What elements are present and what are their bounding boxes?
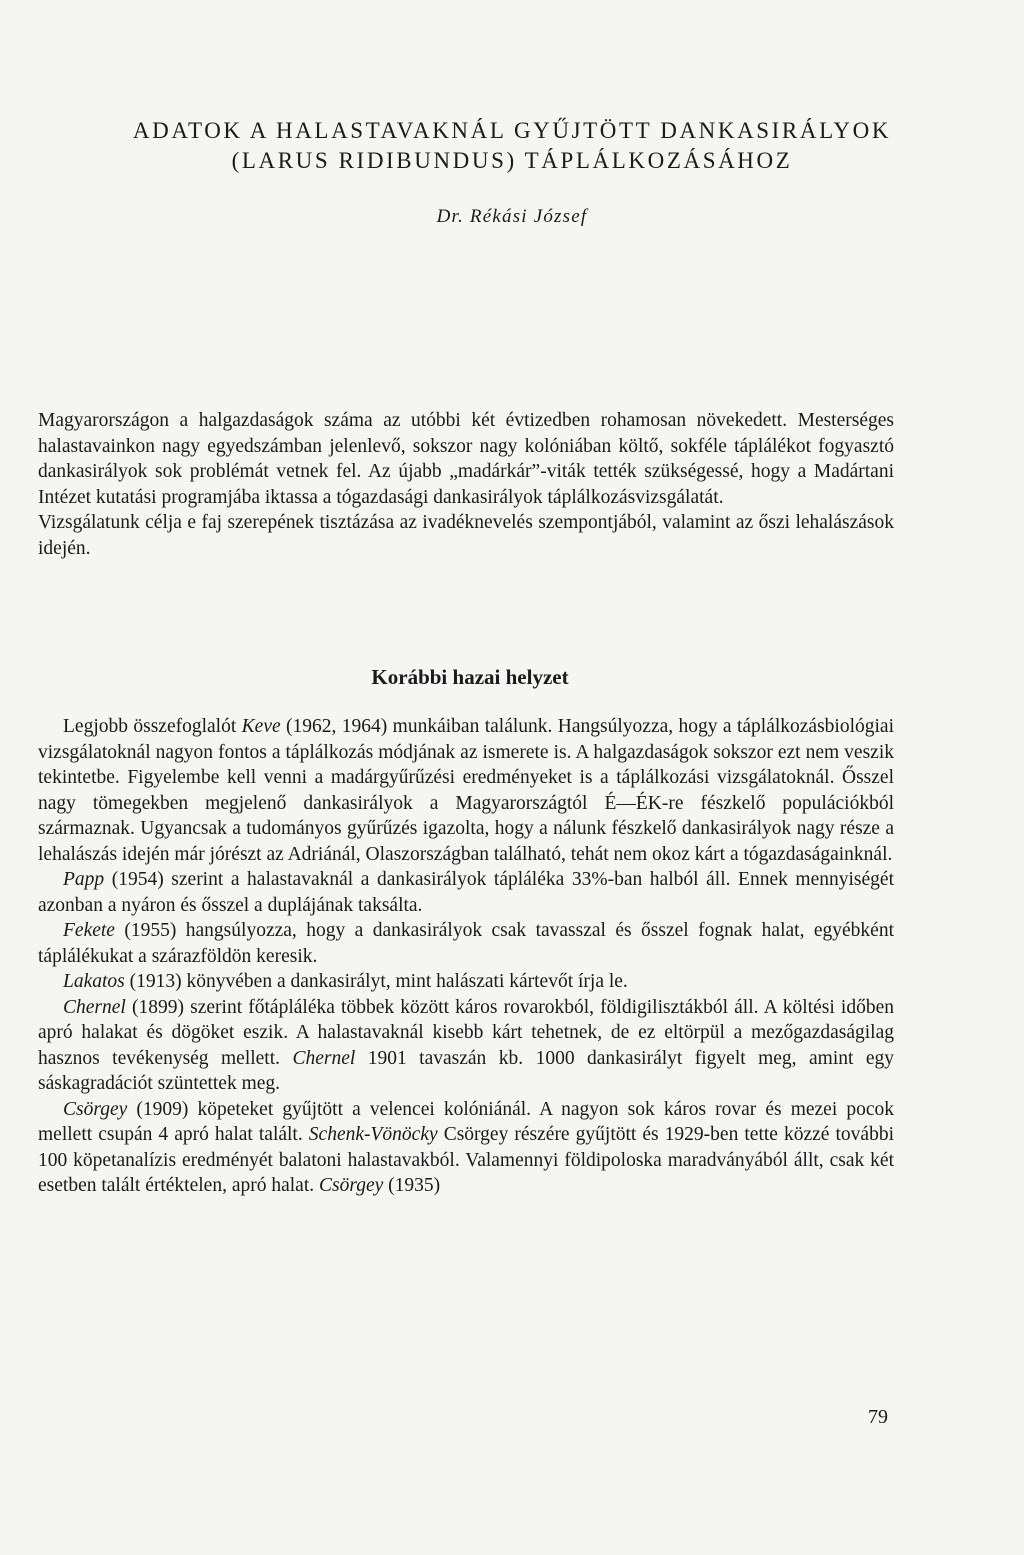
text-run: Csörgey részére gyűjtött és 1929-ben tette közzé további 100 köpetanalízis eredményét balatoni halastavakból. Valamennyi földipoloska maradványából állt, csak két esetben talált értéktelen, apró halat. xyxy=(38,1124,895,1196)
text-run: (1962, 1964) munkáiban találunk. Hangsúlyozza, hogy a táplálkozásbiológiai vizsgálatoknál nagyon fontos a táplálkozás módjának az ismerete is. A halgazdaságok sokszor ezt nem veszik tekintetbe. Figyelembe kell venni a madárgyűrűzési eredményeket is a táplálkozási vizsgálatoknál. Ősszel nagy tömegekben megjelenő dankasirályok a Magyarországtól É—ÉK-re fészkelő populációkból származnak. Ugyancsak a tudományos gyűrűzés igazolta, hogy a nálunk fészkelő dankasirályok nagy része a lehalászás idején már jórészt az Adriánál, Olaszországban található, tehát nem okoz kárt a tógazdaságainknál. xyxy=(38,716,894,865)
section-heading: Korábbi hazai helyzet xyxy=(371,665,569,689)
author-name-csorgey-2: Csörgey xyxy=(319,1175,384,1196)
intro-paragraph-1: Magyarországon a halgazdaságok száma az utóbbi két évtizedben rohamosan növekedett. Mesterséges halastavainkon nagy egyedszámban jelenlevő, sokszor nagy kolóniában költő, sokféle táplálékot fogyasztó dankasirályok sok problémát vetnek fel. Az újabb „madárkár”-viták tették szükségessé, hogy a Madártani Intézet kutatási programjába iktassa a tógazdasági dankasirályok táplálkozásvizsgálatát. xyxy=(38,410,894,508)
intro-section xyxy=(38,408,894,561)
text-run: Legjobb összefoglalót xyxy=(63,716,242,737)
paragraph-lakatos xyxy=(38,969,894,995)
paragraph-csorgey xyxy=(38,1097,894,1199)
author-name-keve: Keve xyxy=(241,716,281,737)
paragraph-keve xyxy=(38,714,894,867)
author-name-papp: Papp xyxy=(63,869,105,890)
text-run: (1913) könyvében a dankasirályt, mint halászati kártevőt írja le. xyxy=(124,971,628,992)
text-run: (1955) hangsúlyozza, hogy a dankasirályok csak tavasszal és ősszel fognak halat, egyébként táplálékukat a szárazföldön keresik. xyxy=(38,920,894,967)
author-name-schenk: Schenk-Vönöcky xyxy=(308,1124,438,1145)
author-name-lakatos: Lakatos xyxy=(63,971,125,992)
title-line-2: (LARUS RIDIBUNDUS) TÁPLÁLKOZÁSÁHOZ xyxy=(231,148,793,173)
paragraph-chernel xyxy=(38,995,894,1097)
text-run: (1899) szerint főtápláléka többek között káros rovarokból, földigilisztákból áll. A költési időben apró halakat és dögöket eszik. A halastavaknál kisebb kárt tehetnek, de ez eltörpül a mezőgazdaságilag hasznos tevékenység mellett. xyxy=(38,996,894,1069)
page-number: 79 xyxy=(868,1406,888,1428)
text-run: (1909) köpeteket gyűjtött a velencei kolóniánál. A nagyon sok káros rovar és mezei pocok mellett csupán 4 apró halat talált. xyxy=(38,1098,894,1145)
author: Dr. Rékási József xyxy=(436,206,588,227)
author-name-chernel-2: Chernel xyxy=(292,1047,356,1069)
author-name-csorgey: Csörgey xyxy=(63,1098,128,1120)
body-text xyxy=(38,714,894,1199)
author-name-chernel: Chernel xyxy=(63,996,126,1018)
intro-paragraph-2: Vizsgálatunk célja e faj szerepének tisztázása az ivadéknevelés szempontjából, valamint az őszi lehalászások idején. xyxy=(38,512,894,559)
text-run: (1954) szerint a halastavaknál a dankasirályok tápláléka 33%-ban halból áll. Ennek mennyiségét azonban a nyáron és ősszel a duplájának taksálta. xyxy=(38,869,894,916)
text-run: 1901 tavaszán kb. 1000 dankasirályt figyelt meg, amint egy sáskagradációt szüntettek meg. xyxy=(38,1047,894,1094)
author-name-fekete: Fekete xyxy=(63,920,115,941)
title-line-1: ADATOK A HALASTAVAKNÁL GYŰJTÖTT DANKASIRÁLYOK xyxy=(132,118,892,143)
text-run: (1935) xyxy=(383,1175,441,1196)
paragraph-papp xyxy=(38,867,894,918)
paragraph-fekete xyxy=(38,918,894,969)
